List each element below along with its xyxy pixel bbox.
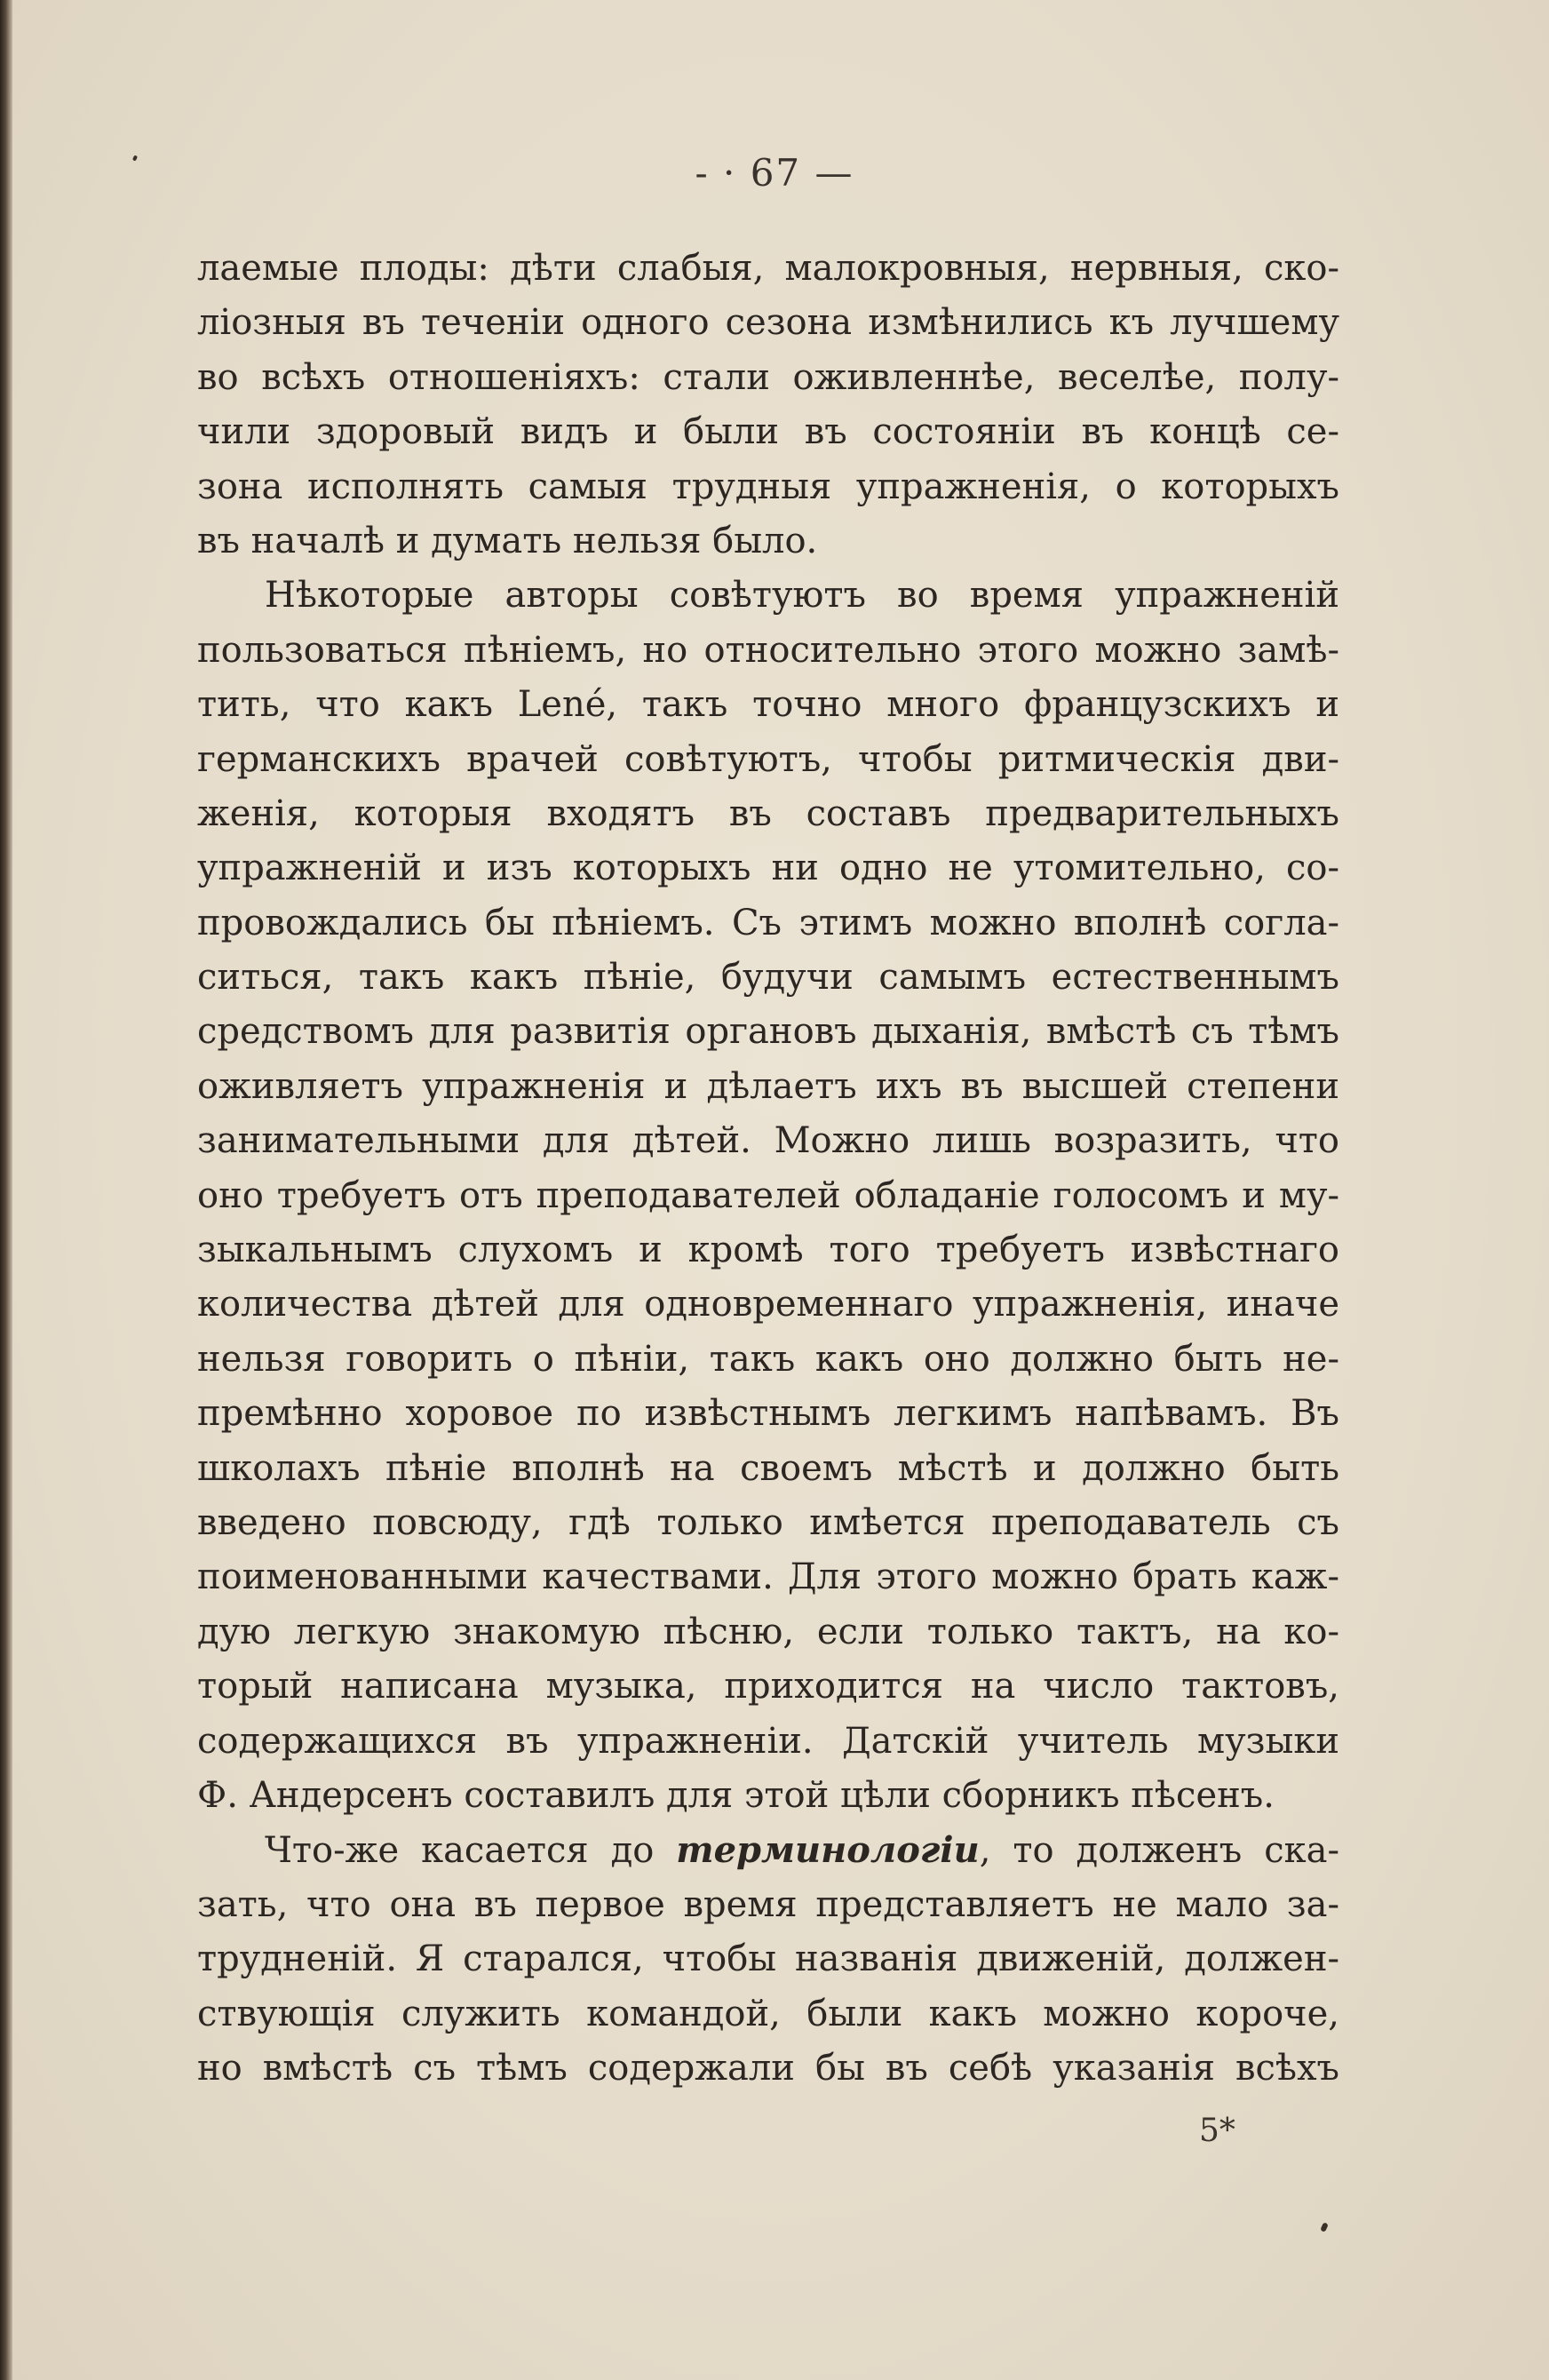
text-line: во всѣхъ отношенiяхъ: стали оживленнѣе, веселѣе, полу- xyxy=(197,356,1339,398)
page-number: - · 67 — xyxy=(695,151,854,195)
text-line: германскихъ врачей совѣтуютъ, чтобы ритмическiя дви- xyxy=(197,738,1339,780)
text-line: введено повсюду, гдѣ только имѣется преподаватель съ xyxy=(197,1501,1339,1543)
text-line: ситься, такъ какъ пѣнiе, будучи самымъ естественнымъ xyxy=(197,957,1339,999)
text-line: количества дѣтей для одновременнаго упражненiя, иначе xyxy=(197,1284,1339,1325)
text-line: содержащихся въ упражненiи. Датскiй учитель музыки xyxy=(197,1720,1339,1762)
text-line: пользоваться пѣнiемъ, но относительно этого можно замѣ- xyxy=(197,629,1339,671)
text-run: Что-же касается до xyxy=(265,1830,677,1872)
text-line: оживляетъ упражненiя и дѣлаетъ ихъ въ высшей степени xyxy=(197,1065,1339,1107)
text-line: чили здоровый видъ и были въ состоянiи въ концѣ се- xyxy=(197,411,1339,453)
text-line: Ф. Андерсенъ составилъ для этой цѣли сборникъ пѣсенъ. xyxy=(197,1774,1275,1816)
text-line: тить, что какъ Lené, такъ точно много французскихъ и xyxy=(197,684,1339,726)
ink-speck xyxy=(1320,2222,1329,2233)
text-line: лiозныя въ теченiи одного сезона измѣнились къ лучшему xyxy=(197,302,1339,344)
text-line: провождались бы пѣнiемъ. Съ этимъ можно вполнѣ согла- xyxy=(197,902,1339,943)
text-line: но вмѣстѣ съ тѣмъ содержали бы въ себѣ указанiя всѣхъ xyxy=(197,2047,1339,2089)
text-line: оно требуетъ отъ преподавателей обладанiе голосомъ и му- xyxy=(197,1174,1339,1216)
text-line: ствующiя служить командой, были какъ можно короче, xyxy=(197,1993,1339,2034)
text-line: зыкальнымъ слухомъ и кромѣ того требуетъ извѣстнаго xyxy=(197,1230,1339,1271)
text-line: средствомъ для развитiя органовъ дыханiя, вмѣстѣ съ тѣмъ xyxy=(197,1011,1339,1053)
text-line: занимательными для дѣтей. Можно лишь возразить, что xyxy=(197,1120,1339,1162)
text-line: школахъ пѣнiе вполнѣ на своемъ мѣстѣ и должно быть xyxy=(197,1447,1339,1489)
page-binding-edge xyxy=(0,0,12,2380)
emphasized-term: терминологiи xyxy=(676,1829,980,1872)
text-line: зона исполнять самыя трудныя упражненiя, о которыхъ xyxy=(197,466,1339,507)
text-line: дую легкую знакомую пѣсню, если только тактъ, на ко- xyxy=(197,1611,1339,1652)
body-text xyxy=(197,242,1339,2096)
text-line xyxy=(197,1823,1339,1877)
text-line: нельзя говорить о пѣнiи, такъ какъ оно должно быть не- xyxy=(197,1338,1339,1380)
text-line: женiя, которыя входятъ въ составъ предварительныхъ xyxy=(197,792,1339,834)
text-line: упражненiй и изъ которыхъ ни одно не утомительно, со- xyxy=(197,848,1339,889)
text-line: въ началѣ и думать нельзя было. xyxy=(197,520,818,561)
signature-mark: 5* xyxy=(1199,2113,1235,2149)
text-line: торый написана музыка, приходится на число тактовъ, xyxy=(197,1666,1339,1707)
text-line: зать, что она въ первое время представляетъ не мало за- xyxy=(197,1883,1339,1925)
text-line: Нѣкоторые авторы совѣтуютъ во время упражненiй xyxy=(265,575,1339,617)
text-line: премѣнно хоровое по извѣстнымъ легкимъ напѣвамъ. Въ xyxy=(197,1393,1339,1435)
text-run: , то долженъ ска- xyxy=(979,1830,1339,1872)
text-line: поименованными качествами. Для этого можно брать каж- xyxy=(197,1556,1339,1598)
text-line: трудненiй. Я старался, чтобы названiя движенiй, должен- xyxy=(197,1938,1339,1980)
text-line: лаемые плоды: дѣти слабыя, малокровныя, нервныя, ско- xyxy=(197,248,1339,289)
